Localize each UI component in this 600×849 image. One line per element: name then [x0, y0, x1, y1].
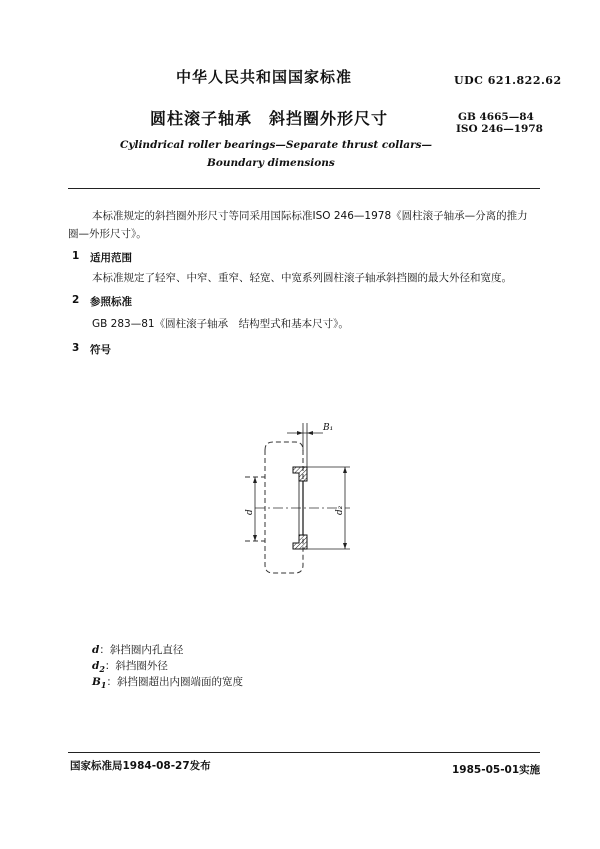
section-1-number: 1	[72, 250, 80, 262]
thrust-collar-diagram	[225, 415, 365, 595]
symbol-d2: d	[92, 660, 100, 672]
inner-ring-outline	[265, 442, 303, 573]
symbol-d: d	[92, 644, 100, 656]
symbol-b1: B	[92, 676, 101, 688]
section-2-number: 2	[72, 294, 80, 306]
section-3-number: 3	[72, 342, 80, 354]
section-3-title: 符号	[90, 344, 111, 356]
label-b1: B₁	[323, 423, 334, 433]
symbol-d-row	[92, 642, 183, 659]
symbol-d2-desc: ：斜挡圈外径	[104, 660, 168, 672]
label-d: d	[245, 509, 255, 515]
section-2-body: GB 283—81《圆柱滚子轴承 结构型式和基本尺寸》。	[92, 318, 349, 330]
header-rule	[68, 188, 540, 189]
footer-rule	[68, 752, 540, 753]
gb-code: GB 4665—84	[458, 111, 534, 123]
symbol-b1-row: $B_1$：斜挡圈超出内圈端面的宽度	[92, 676, 243, 691]
udc-number: UDC 621.822.62	[454, 74, 562, 87]
section-2-title: 参照标准	[90, 296, 132, 308]
symbol-d2-row: $d_2$：斜挡圈外径	[92, 660, 168, 675]
english-title-line2: Boundary dimensions	[207, 157, 335, 169]
standard-org-title: 中华人民共和国国家标准	[176, 68, 353, 86]
intro-line2: 圈—外形尺寸》。	[68, 228, 147, 240]
section-1-body: 本标准规定了轻窄、中窄、重窄、轻宽、中宽系列圆柱滚子轴承斜挡圈的最大外径和宽度。	[92, 272, 512, 284]
collar-section-bottom	[293, 535, 307, 549]
symbol-d-desc: ：斜挡圈内孔直径	[99, 644, 184, 656]
effective-date: 1985-05-01实施	[452, 764, 541, 776]
english-title-line1: Cylindrical roller bearings—Separate thrust collars—	[120, 139, 433, 151]
iso-code: ISO 246—1978	[456, 123, 543, 135]
issue-date: 国家标准局1984-08-27发布	[70, 760, 211, 772]
section-1-title: 适用范围	[90, 252, 132, 264]
intro-line1: 本标准规定的斜挡圈外形尺寸等同采用国际标准ISO 246—1978《圆柱滚子轴承—分离的推力	[92, 210, 528, 222]
label-d2: d₂	[335, 505, 345, 515]
collar-section-top	[293, 467, 307, 481]
document-title: 圆柱滚子轴承 斜挡圈外形尺寸	[150, 109, 389, 128]
symbol-b1-desc: ：斜挡圈超出内圈端面的宽度	[106, 676, 243, 688]
